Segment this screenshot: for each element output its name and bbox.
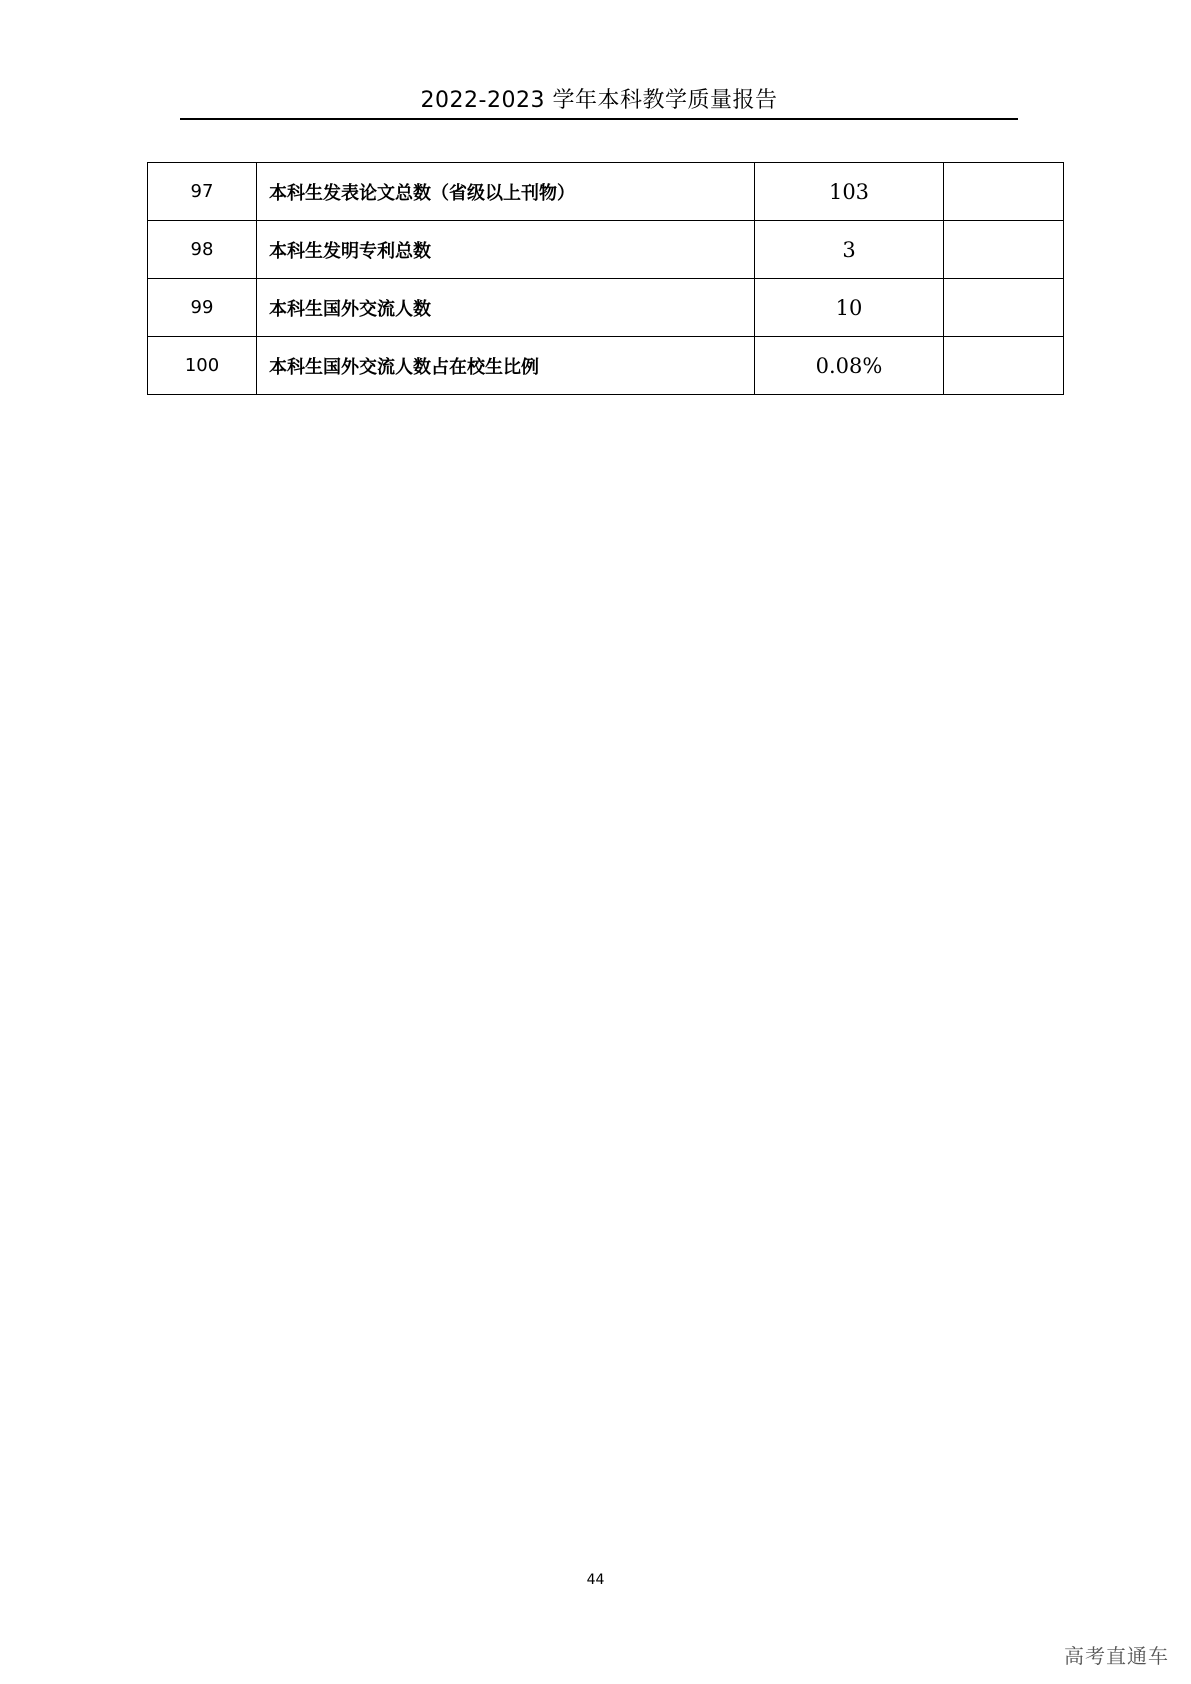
table-row bbox=[148, 279, 1064, 337]
item-label: 本科生国外交流人数 bbox=[257, 279, 755, 337]
table-row bbox=[148, 163, 1064, 221]
item-note bbox=[944, 221, 1064, 279]
table-row bbox=[148, 337, 1064, 395]
item-note bbox=[944, 279, 1064, 337]
item-label: 本科生国外交流人数占在校生比例 bbox=[257, 337, 755, 395]
item-value: 10 bbox=[755, 279, 944, 337]
row-number: 99 bbox=[148, 279, 257, 337]
watermark-text: 高考直通车 bbox=[1064, 1644, 1169, 1668]
header-divider bbox=[180, 118, 1018, 120]
page-header-title: 2022-2023 学年本科教学质量报告 bbox=[420, 88, 778, 113]
item-value: 0.08% bbox=[755, 337, 944, 395]
item-label: 本科生发明专利总数 bbox=[257, 221, 755, 279]
page-number: 44 bbox=[586, 1572, 605, 1588]
item-value: 103 bbox=[755, 163, 944, 221]
item-note bbox=[944, 337, 1064, 395]
table-row bbox=[148, 221, 1064, 279]
item-label: 本科生发表论文总数（省级以上刊物） bbox=[257, 163, 755, 221]
row-number: 97 bbox=[148, 163, 257, 221]
metrics-table bbox=[147, 162, 1064, 395]
row-number: 100 bbox=[148, 337, 257, 395]
row-number: 98 bbox=[148, 221, 257, 279]
item-note bbox=[944, 163, 1064, 221]
item-value: 3 bbox=[755, 221, 944, 279]
